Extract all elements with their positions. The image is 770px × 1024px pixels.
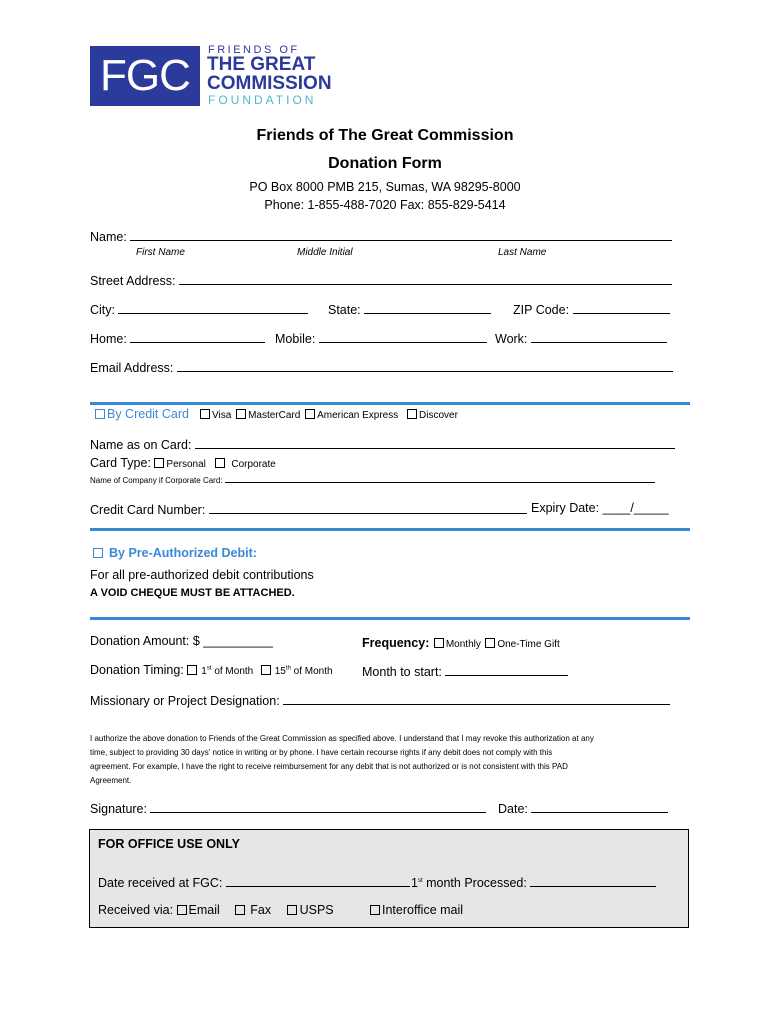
credit-card-label: By Credit Card <box>107 407 189 421</box>
amex-label: American Express <box>317 410 399 421</box>
home-label: Home: <box>90 332 127 346</box>
name-on-card-label: Name as on Card: <box>90 438 192 452</box>
email-row <box>90 359 673 375</box>
month-start-label: Month to start: <box>362 665 442 679</box>
usps-option-label: USPS <box>299 903 334 917</box>
work-row <box>495 330 667 346</box>
amount-label: Donation Amount: $ <box>90 634 200 648</box>
section-divider <box>90 617 690 620</box>
designation-field[interactable] <box>283 692 670 705</box>
one-time-checkbox[interactable] <box>485 638 495 648</box>
amount-field[interactable]: __________ <box>203 634 273 648</box>
state-row <box>328 301 491 317</box>
street-label: Street Address: <box>90 274 176 288</box>
authorization-line4: Agreement. <box>90 776 132 785</box>
date-received-field[interactable] <box>226 874 410 887</box>
section-divider <box>90 402 690 405</box>
email-checkbox[interactable] <box>177 905 187 915</box>
mastercard-checkbox[interactable] <box>236 409 246 419</box>
mastercard-label: MasterCard <box>248 410 301 421</box>
first-month-num: 1 <box>411 876 418 890</box>
card-type-row <box>90 456 276 470</box>
card-number-field[interactable] <box>209 501 527 514</box>
work-label: Work: <box>495 332 528 346</box>
office-title: FOR OFFICE USE ONLY <box>98 837 240 851</box>
fifteenth-of-month-checkbox[interactable] <box>261 665 271 675</box>
card-type-label: Card Type: <box>90 456 151 470</box>
zip-row <box>513 301 670 317</box>
first-of-month-label: of Month <box>214 666 254 677</box>
month-start-row <box>362 663 568 679</box>
state-field[interactable] <box>364 301 491 314</box>
home-row <box>90 330 265 346</box>
designation-row <box>90 692 670 708</box>
usps-checkbox[interactable] <box>287 905 297 915</box>
logo-line4: FOUNDATION <box>208 93 317 107</box>
first-month-label: month Processed: <box>426 876 527 890</box>
first-month-row <box>411 874 656 890</box>
logo-line1: FRIENDS OF <box>208 44 300 56</box>
frequency-row <box>362 634 560 652</box>
logo-line2: THE GREAT <box>207 54 316 75</box>
first-name-caption: First Name <box>136 247 185 258</box>
expiry-row <box>531 501 669 515</box>
work-field[interactable] <box>531 330 667 343</box>
received-via-row <box>98 903 334 917</box>
amount-row <box>90 634 273 648</box>
signature-field[interactable] <box>150 800 486 813</box>
timing-label: Donation Timing: <box>90 663 184 677</box>
section-divider <box>90 528 690 531</box>
amex-checkbox[interactable] <box>305 409 315 419</box>
credit-card-checkbox[interactable] <box>95 409 105 419</box>
corporate-checkbox[interactable] <box>215 458 225 468</box>
first-month-sup: st <box>417 877 423 884</box>
discover-checkbox[interactable] <box>407 409 417 419</box>
company-name-label: Name of Company if Corporate Card: <box>90 476 223 485</box>
interoffice-option-label: Interoffice mail <box>382 903 464 917</box>
street-row <box>90 272 672 288</box>
logo-box <box>90 46 200 106</box>
home-field[interactable] <box>130 330 265 343</box>
middle-initial-caption: Middle Initial <box>297 247 353 258</box>
first-of-month-num: 1 <box>201 666 207 677</box>
visa-checkbox[interactable] <box>200 409 210 419</box>
date-field[interactable] <box>531 800 668 813</box>
date-label: Date: <box>498 802 528 816</box>
month-start-field[interactable] <box>445 663 568 676</box>
first-of-month-sup: st <box>206 665 212 672</box>
pad-line1: For all pre-authorized debit contributions <box>90 568 314 582</box>
email-field[interactable] <box>177 359 673 372</box>
mobile-row <box>275 330 487 346</box>
city-field[interactable] <box>118 301 308 314</box>
logo-abbrev: FGC <box>100 51 190 100</box>
frequency-label: Frequency: <box>362 636 430 650</box>
signature-row <box>90 800 486 816</box>
authorization-line2: time, subject to providing 30 days' notice in writing or by phone. I have certain recourse rights if any debit does not comply with this <box>90 748 553 757</box>
fax-option-label: Fax <box>250 903 272 917</box>
corporate-label: Corporate <box>231 459 276 470</box>
first-of-month-checkbox[interactable] <box>187 665 197 675</box>
pad-checkbox[interactable] <box>93 548 103 558</box>
signature-label: Signature: <box>90 802 147 816</box>
date-row <box>498 800 668 816</box>
card-number-row <box>90 501 527 517</box>
date-received-label: Date received at FGC: <box>98 876 223 890</box>
discover-label: Discover <box>419 410 458 421</box>
first-month-field[interactable] <box>530 874 656 887</box>
name-field[interactable] <box>130 228 672 241</box>
one-time-label: One-Time Gift <box>497 639 560 650</box>
personal-label: Personal <box>166 459 206 470</box>
pad-label: By Pre-Authorized Debit: <box>109 546 257 560</box>
monthly-label: Monthly <box>445 639 481 650</box>
interoffice-row <box>370 903 463 917</box>
logo <box>90 46 340 108</box>
interoffice-checkbox[interactable] <box>370 905 380 915</box>
monthly-checkbox[interactable] <box>434 638 444 648</box>
pad-line2: A VOID CHEQUE MUST BE ATTACHED. <box>90 587 295 599</box>
date-received-row <box>98 874 410 890</box>
name-on-card-row <box>90 436 675 452</box>
fifteenth-sup: th <box>285 665 291 672</box>
state-label: State: <box>328 303 361 317</box>
fifteenth-label: of Month <box>293 666 333 677</box>
card-brand-options <box>200 409 458 421</box>
expiry-label: Expiry Date: <box>531 501 600 515</box>
name-on-card-field[interactable] <box>195 436 675 449</box>
fifteenth-num: 15 <box>274 666 286 677</box>
form-title: Friends of The Great Commission <box>256 127 514 144</box>
card-number-label: Credit Card Number: <box>90 503 206 517</box>
city-row <box>90 301 308 317</box>
city-label: City: <box>90 303 115 317</box>
form-subtitle: Donation Form <box>328 155 442 172</box>
org-contact: Phone: 1-855-488-7020 Fax: 855-829-5414 <box>264 198 506 212</box>
org-address: PO Box 8000 PMB 215, Sumas, WA 98295-8000 <box>249 180 521 194</box>
company-name-row <box>90 474 655 485</box>
received-via-label: Received via: <box>98 903 174 917</box>
name-label: Name: <box>90 230 127 244</box>
mobile-field[interactable] <box>319 330 487 343</box>
zip-field[interactable] <box>573 301 670 314</box>
name-row <box>90 228 672 244</box>
street-field[interactable] <box>179 272 672 285</box>
timing-row <box>90 663 333 677</box>
authorization-line1: I authorize the above donation to Friends of the Great Commission as specified above. I understand that I may revoke this authorization at any <box>90 734 594 743</box>
personal-checkbox[interactable] <box>154 458 164 468</box>
designation-label: Missionary or Project Designation: <box>90 694 280 708</box>
credit-card-header <box>95 407 189 421</box>
email-label: Email Address: <box>90 361 174 375</box>
company-name-field[interactable] <box>225 474 655 483</box>
authorization-line3: agreement. For example, I have the right to receive reimbursement for any debit that is not authorized or is not consistent with this PAD <box>90 762 568 771</box>
pad-header <box>93 546 257 560</box>
mobile-label: Mobile: <box>275 332 316 346</box>
zip-label: ZIP Code: <box>513 303 570 317</box>
fax-checkbox[interactable] <box>235 905 245 915</box>
expiry-field[interactable]: ____/_____ <box>602 501 669 515</box>
logo-line3: COMMISSION <box>207 73 332 94</box>
email-option-label: Email <box>188 903 220 917</box>
last-name-caption: Last Name <box>498 247 547 258</box>
visa-label: Visa <box>212 410 232 421</box>
